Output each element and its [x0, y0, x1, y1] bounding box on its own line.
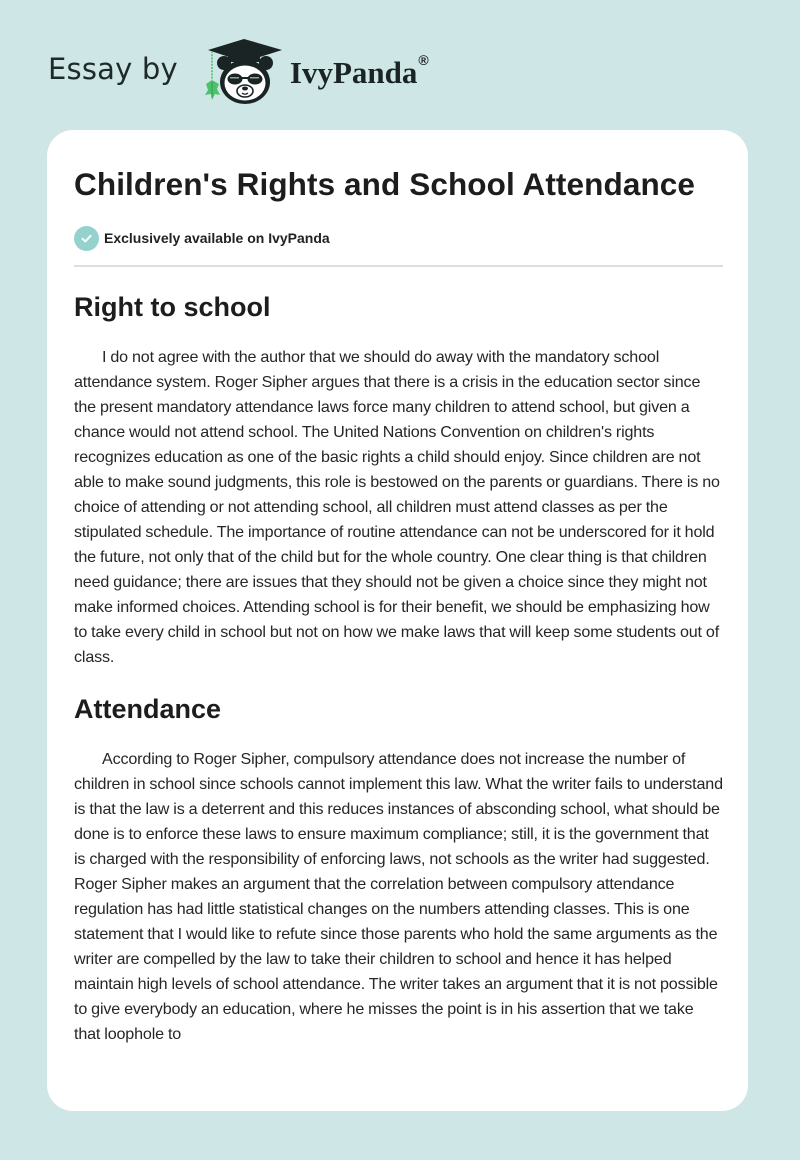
section-paragraph: According to Roger Sipher, compulsory attendance does not increase the number of children in school since schools cannot implement this law. What the writer fails to understand is that the law is a deterrent and this reduces instances of absconding school, what should be done is to enforce these laws to ensure maximum compliance; still, it is the government that is charged with the responsibility of enforcing laws, not schools as the writer had suggested. Roger Sipher makes an argument that the correlation between compulsory attendance regulation has had little statistical changes on the numbers attending classes. This is one statement that I would like to refute since those parents who hold the same arguments as the writer are compelled by the law to take their children to school and hence it has helped maintain high levels of school attendance. The writer takes an argument that it is not possible to give everybody an education, where he misses the point is in his assertion that we take that loophole to: [74, 750, 723, 1043]
page-title: Children's Rights and School Attendance: [74, 166, 696, 202]
panda-graduate-logo-icon[interactable]: [198, 36, 286, 108]
section-paragraph: I do not agree with the author that we should do away with the mandatory school attendance system. Roger Sipher argues that there is a crisis in the education sector since the present mandatory attendance laws force many children to attend school, but given a chance would not attend school. The United Nations Convention on children's rights recognizes education as one of the basic rights a child should enjoy. Since children are not able to make sound judgments, this role is bestowed on the parents or guardians. There is no choice of attending or not attending school, all children must attend classes as per the stipulated schedule. The importance of routine attendance can not be underscored for it hold the future, not only that of the child but for the whole country. One clear thing is that children need guidance; there are issues that they should not be given a choice since they might not make informed choices. Attending school is for their benefit, we should be emphasizing how to take every child in school but not on how we make laws that will keep some students out of class.: [74, 348, 720, 666]
section-right-to-school: [74, 290, 723, 670]
essay-card: [47, 130, 748, 1111]
exclusive-text: Exclusively available on IvyPanda: [104, 230, 330, 246]
section-attendance: [74, 692, 723, 1047]
brand-name[interactable]: IvyPanda: [289, 55, 418, 90]
site-header: [48, 36, 429, 108]
check-circle-icon: [74, 226, 99, 251]
divider: [74, 265, 723, 267]
section-heading: Right to school: [74, 292, 271, 322]
registered-mark: ®: [418, 52, 429, 68]
brand-prefix: Essay by: [48, 52, 178, 86]
exclusive-badge: [74, 225, 723, 251]
section-heading: Attendance: [74, 694, 222, 724]
essay-content: [74, 164, 723, 1047]
